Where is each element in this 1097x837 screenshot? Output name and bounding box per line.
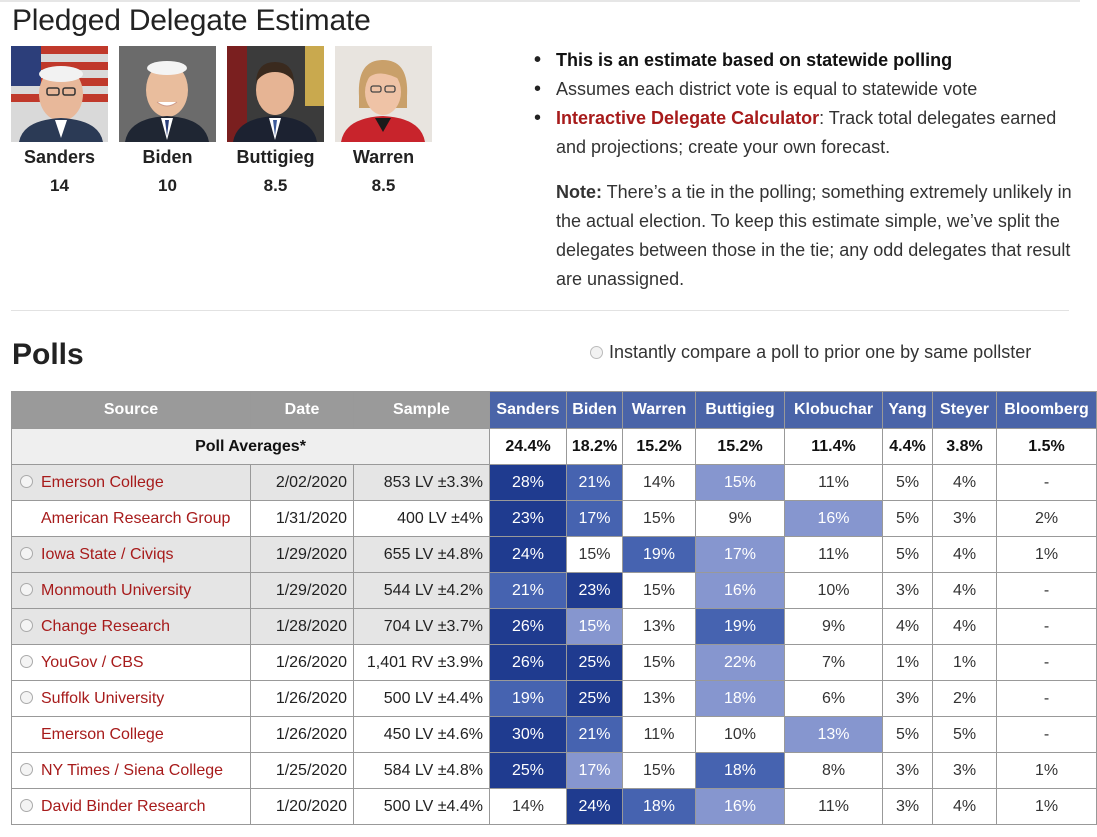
poll-source-link[interactable]: Suffolk University xyxy=(41,689,165,707)
poll-sample: 500 LV ±4.4% xyxy=(354,681,490,717)
poll-value: 16% xyxy=(696,789,785,825)
poll-sample: 544 LV ±4.2% xyxy=(354,573,490,609)
candidate-delegates: 10 xyxy=(158,176,177,195)
compare-poll-radio[interactable] xyxy=(20,547,33,560)
poll-sample: 704 LV ±3.7% xyxy=(354,609,490,645)
poll-value: 9% xyxy=(785,609,883,645)
poll-value: 9% xyxy=(696,501,785,537)
candidate-name: Biden xyxy=(142,147,193,167)
table-row xyxy=(12,465,1097,501)
compare-poll-radio[interactable] xyxy=(20,583,33,596)
poll-source xyxy=(12,537,251,573)
poll-value: 15% xyxy=(623,645,696,681)
poll-sample: 400 LV ±4% xyxy=(354,501,490,537)
poll-value: 4% xyxy=(933,537,997,573)
poll-value: 18% xyxy=(696,681,785,717)
poll-averages-label: Poll Averages* xyxy=(12,429,490,465)
poll-value: 3% xyxy=(883,681,933,717)
poll-value: 11% xyxy=(785,465,883,501)
poll-value: 24% xyxy=(490,537,567,573)
poll-value: 13% xyxy=(623,609,696,645)
compare-poll-radio[interactable] xyxy=(20,763,33,776)
poll-value: 13% xyxy=(623,681,696,717)
poll-value: 1% xyxy=(997,789,1097,825)
average-cell: 4.4% xyxy=(883,429,933,465)
poll-source-link[interactable]: American Research Group xyxy=(41,509,231,527)
poll-value: 19% xyxy=(696,609,785,645)
compare-label: Instantly compare a poll to prior one by same pollster xyxy=(609,342,1032,362)
poll-value: 5% xyxy=(883,465,933,501)
poll-value: 21% xyxy=(490,573,567,609)
poll-value: 5% xyxy=(883,717,933,753)
poll-value: 21% xyxy=(567,717,623,753)
candidate-name: Buttigieg xyxy=(236,147,315,167)
candidate-name: Sanders xyxy=(23,147,96,167)
table-row xyxy=(12,789,1097,825)
poll-value: 19% xyxy=(490,681,567,717)
poll-value: 4% xyxy=(933,609,997,645)
poll-sample: 1,401 RV ±3.9% xyxy=(354,645,490,681)
estimate-notes xyxy=(534,46,1074,294)
candidate-photo-buttigieg xyxy=(227,46,324,142)
top-rule xyxy=(0,0,1080,2)
poll-value: 25% xyxy=(490,753,567,789)
poll-source-link[interactable]: Emerson College xyxy=(41,473,164,491)
poll-value: 3% xyxy=(883,789,933,825)
poll-value: 15% xyxy=(623,501,696,537)
poll-value: 2% xyxy=(933,681,997,717)
column-header-bloomberg[interactable]: Bloomberg xyxy=(997,392,1097,429)
average-cell: 18.2% xyxy=(567,429,623,465)
poll-date: 1/28/2020 xyxy=(251,609,354,645)
poll-source xyxy=(12,789,251,825)
column-header-sanders[interactable]: Sanders xyxy=(490,392,567,429)
poll-source xyxy=(12,645,251,681)
poll-value: 8% xyxy=(785,753,883,789)
table-row xyxy=(12,537,1097,573)
poll-value: 3% xyxy=(883,753,933,789)
poll-value: 11% xyxy=(785,537,883,573)
poll-source xyxy=(12,465,251,501)
poll-value: 1% xyxy=(883,645,933,681)
poll-value: 15% xyxy=(567,609,623,645)
poll-source-link[interactable]: NY Times / Siena College xyxy=(41,761,224,779)
section-divider xyxy=(11,310,1069,311)
poll-date: 1/29/2020 xyxy=(251,573,354,609)
poll-value: 17% xyxy=(696,537,785,573)
table-row xyxy=(12,753,1097,789)
compare-poll-radio[interactable] xyxy=(20,799,33,812)
calculator-description: : Track total delegates earned and projections; create your own forecast. xyxy=(556,108,1057,157)
poll-source-link[interactable]: Change Research xyxy=(41,617,170,635)
poll-date: 1/29/2020 xyxy=(251,537,354,573)
poll-value: - xyxy=(997,717,1097,753)
note-bullet-calculator xyxy=(534,104,1074,162)
table-header-row xyxy=(12,392,1097,429)
poll-value: 5% xyxy=(883,537,933,573)
poll-value: 16% xyxy=(696,573,785,609)
candidate-delegates: 14 xyxy=(50,176,69,195)
poll-date: 1/26/2020 xyxy=(251,717,354,753)
poll-value: 26% xyxy=(490,609,567,645)
table-row xyxy=(12,501,1097,537)
poll-source-link[interactable]: Emerson College xyxy=(41,725,164,743)
note-text: There’s a tie in the polling; something extremely unlikely in the actual election. To keep this estimate simple, we’ve split the delegates between those in the tie; any odd delegates that result are unassigned. xyxy=(556,182,1072,289)
column-header-date[interactable]: Date xyxy=(251,392,354,429)
poll-sample: 584 LV ±4.8% xyxy=(354,753,490,789)
poll-value: 22% xyxy=(696,645,785,681)
candidate-card-buttigieg xyxy=(227,46,324,196)
poll-value: 11% xyxy=(623,717,696,753)
poll-value: - xyxy=(997,573,1097,609)
average-cell: 1.5% xyxy=(997,429,1097,465)
poll-value: 15% xyxy=(567,537,623,573)
poll-value: 15% xyxy=(623,753,696,789)
poll-sample: 500 LV ±4.4% xyxy=(354,789,490,825)
poll-value: 18% xyxy=(696,753,785,789)
column-header-biden[interactable]: Biden xyxy=(567,392,623,429)
poll-source xyxy=(12,753,251,789)
poll-source-link[interactable]: Iowa State / Civiqs xyxy=(41,545,174,563)
average-cell: 15.2% xyxy=(623,429,696,465)
poll-sample: 450 LV ±4.6% xyxy=(354,717,490,753)
candidate-delegates: 8.5 xyxy=(263,176,288,195)
polls-table xyxy=(11,391,1097,825)
poll-averages-row xyxy=(12,429,1097,465)
poll-value: - xyxy=(997,681,1097,717)
poll-date: 1/26/2020 xyxy=(251,645,354,681)
poll-value: 16% xyxy=(785,501,883,537)
poll-source xyxy=(12,501,251,537)
poll-value: - xyxy=(997,609,1097,645)
note-bullet-district: • Assumes each district vote is equal to statewide vote xyxy=(534,75,1074,104)
candidate-card-biden xyxy=(119,46,216,196)
compare-toggle[interactable] xyxy=(590,342,1031,363)
poll-value: 3% xyxy=(883,573,933,609)
page-title: Pledged Delegate Estimate xyxy=(12,4,371,37)
poll-date: 1/20/2020 xyxy=(251,789,354,825)
poll-value: 14% xyxy=(623,465,696,501)
poll-value: 14% xyxy=(490,789,567,825)
poll-value: 11% xyxy=(785,789,883,825)
poll-source xyxy=(12,573,251,609)
delegate-calculator-link[interactable]: Interactive Delegate Calculator xyxy=(556,108,820,128)
table-row xyxy=(12,609,1097,645)
column-header-sample[interactable]: Sample xyxy=(354,392,490,429)
poll-value: 3% xyxy=(933,753,997,789)
poll-source-link[interactable]: YouGov / CBS xyxy=(41,653,144,671)
poll-value: 1% xyxy=(997,537,1097,573)
compare-poll-radio[interactable] xyxy=(20,691,33,704)
tie-note xyxy=(534,178,1074,294)
poll-value: 17% xyxy=(567,753,623,789)
notes-list xyxy=(534,46,1074,162)
note-bullet-statewide: • This is an estimate based on statewide polling xyxy=(534,46,1074,75)
poll-date: 2/02/2020 xyxy=(251,465,354,501)
compare-poll-radio[interactable] xyxy=(20,475,33,488)
column-header-warren[interactable]: Warren xyxy=(623,392,696,429)
poll-value: 7% xyxy=(785,645,883,681)
candidate-delegates: 8.5 xyxy=(371,176,396,195)
average-cell: 11.4% xyxy=(785,429,883,465)
candidate-card-sanders xyxy=(11,46,108,196)
poll-value: 25% xyxy=(567,681,623,717)
compare-radio[interactable] xyxy=(590,346,603,359)
column-header-yang[interactable]: Yang xyxy=(883,392,933,429)
table-row xyxy=(12,573,1097,609)
poll-value: 4% xyxy=(933,465,997,501)
poll-source xyxy=(12,681,251,717)
poll-value: 15% xyxy=(696,465,785,501)
poll-value: 6% xyxy=(785,681,883,717)
poll-value: 24% xyxy=(567,789,623,825)
polls-table-container xyxy=(11,391,1089,837)
poll-value: 17% xyxy=(567,501,623,537)
poll-value: 18% xyxy=(623,789,696,825)
poll-value: - xyxy=(997,645,1097,681)
poll-sample: 655 LV ±4.8% xyxy=(354,537,490,573)
poll-date: 1/31/2020 xyxy=(251,501,354,537)
poll-value: 26% xyxy=(490,645,567,681)
poll-value: 15% xyxy=(623,573,696,609)
poll-value: 1% xyxy=(933,645,997,681)
poll-value: 5% xyxy=(883,501,933,537)
poll-value: 3% xyxy=(933,501,997,537)
table-row xyxy=(12,717,1097,753)
poll-source xyxy=(12,609,251,645)
poll-source-link[interactable]: Monmouth University xyxy=(41,581,192,599)
poll-value: 21% xyxy=(567,465,623,501)
poll-value: 4% xyxy=(933,573,997,609)
poll-value: 30% xyxy=(490,717,567,753)
poll-date: 1/26/2020 xyxy=(251,681,354,717)
poll-source-link[interactable]: David Binder Research xyxy=(41,797,206,815)
average-cell: 3.8% xyxy=(933,429,997,465)
compare-poll-radio[interactable] xyxy=(20,655,33,668)
poll-value: 10% xyxy=(696,717,785,753)
candidate-photo-warren xyxy=(335,46,432,142)
column-header-steyer[interactable]: Steyer xyxy=(933,392,997,429)
note-label: Note: xyxy=(556,182,602,202)
poll-value: 28% xyxy=(490,465,567,501)
poll-source xyxy=(12,717,251,753)
candidate-name: Warren xyxy=(352,147,415,167)
poll-value: 25% xyxy=(567,645,623,681)
poll-value: 23% xyxy=(490,501,567,537)
compare-poll-radio[interactable] xyxy=(20,619,33,632)
table-row xyxy=(12,681,1097,717)
poll-sample: 853 LV ±3.3% xyxy=(354,465,490,501)
polls-heading: Polls xyxy=(12,338,84,371)
candidate-card-warren xyxy=(335,46,432,196)
table-row xyxy=(12,645,1097,681)
column-header-source[interactable]: Source xyxy=(12,392,251,429)
poll-value: 1% xyxy=(997,753,1097,789)
poll-value: 10% xyxy=(785,573,883,609)
poll-value: 5% xyxy=(933,717,997,753)
column-header-klobuchar[interactable]: Klobuchar xyxy=(785,392,883,429)
poll-date: 1/25/2020 xyxy=(251,753,354,789)
poll-value: - xyxy=(997,465,1097,501)
poll-value: 19% xyxy=(623,537,696,573)
poll-value: 2% xyxy=(997,501,1097,537)
average-cell: 15.2% xyxy=(696,429,785,465)
average-cell: 24.4% xyxy=(490,429,567,465)
poll-value: 23% xyxy=(567,573,623,609)
candidate-estimates xyxy=(11,46,443,196)
candidate-photo-sanders xyxy=(11,46,108,142)
poll-value: 13% xyxy=(785,717,883,753)
poll-value: 4% xyxy=(883,609,933,645)
column-header-buttigieg[interactable]: Buttigieg xyxy=(696,392,785,429)
poll-value: 4% xyxy=(933,789,997,825)
candidate-photo-biden xyxy=(119,46,216,142)
